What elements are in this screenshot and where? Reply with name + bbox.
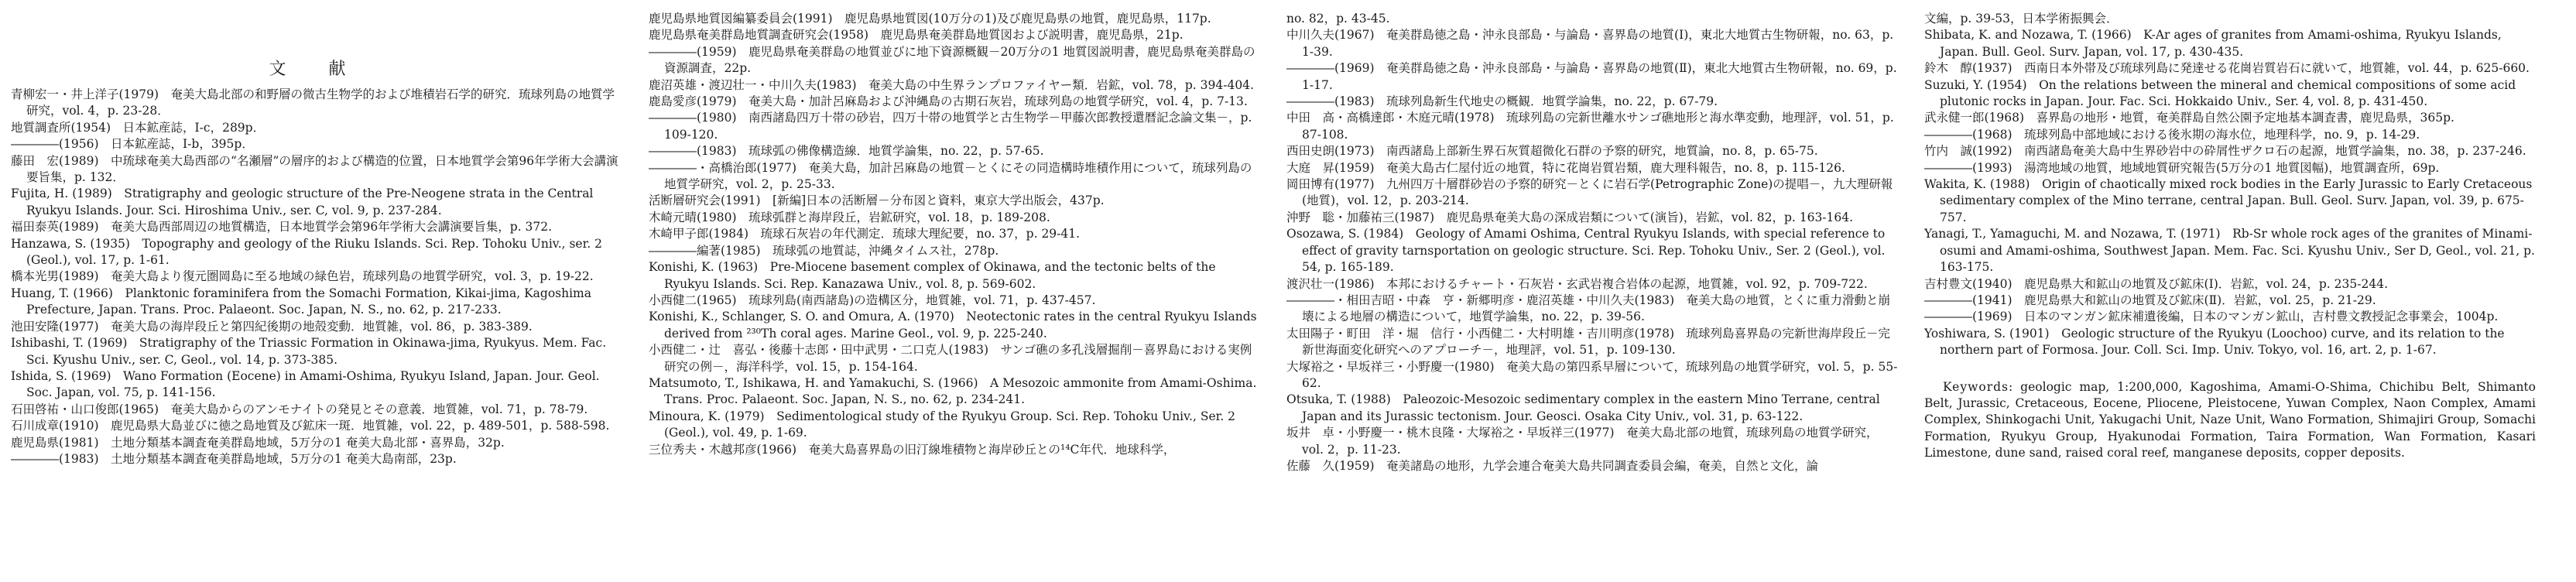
reference-entry: 岡田博有(1977) 九州四万十層群砂岩の予察的研究－とくに岩石学(Petrographic Zone)の提唱－，九大理研報(地質)，vol. 12，p. 203-214. xyxy=(1286,177,1893,208)
reference-list xyxy=(649,11,1260,458)
reference-entry: Otsuka, T. (1988) Paleozoic-Mesozoic sedimentary complex in the eastern Mino Terrane, central Japan and its Jurassic tectonism. Jour. Geosci. Osaka City Univ., vol. 31, p. 63-122. xyxy=(1286,392,1880,423)
reference-entry: Matsumoto, T., Ishikawa, H. and Yamakuchi, S. (1966) A Mesozoic ammonite from Amami-Oshima. Trans. Proc. Palaeont. Soc. Japan, N. S., no. 62, p. 234-241. xyxy=(649,375,1257,407)
reference-entry: 木崎元晴(1980) 琉球弧群と海岸段丘，岩鉱研究，vol. 18，p. 189-208. xyxy=(649,210,1050,224)
reference-entry: 石田啓祐・山口俊郎(1965) 奄美大島からのアンモナイトの発見とその意義．地質雑，vol. 71，p. 78-79. xyxy=(11,402,588,416)
reference-entry: 鹿島愛彦(1979) 奄美大島・加計呂麻島および沖縄島の古期石灰岩，琉球列島の地質学研究，vol. 4，p. 7-13. xyxy=(649,94,1248,109)
reference-entry: 文編，p. 39-53，日本学術振興会． xyxy=(1924,12,2119,26)
references-column-3 xyxy=(1286,11,1898,571)
reference-entry: Shibata, K. and Nozawa, T. (1966) K-Ar ages of granites from Amami-oshima, Ryukyu Islands, Japan. Bull. Geol. Surv. Japan, vol. 17, p. 430-435. xyxy=(1924,28,2502,59)
reference-entry: ――――・相田吉昭・中森 亨・新郷明彦・鹿沼英雄・中川久夫(1983) 奄美大島の地質，とくに重力滑動と崩壊による地層の構造について，地質学論集，no. 22，p. 39-56. xyxy=(1286,293,1891,324)
reference-entry: 地質調査所(1954) 日本鉱産誌，Ⅰ-c，289p． xyxy=(11,120,265,135)
reference-entry: 坂井 卓・小野慶一・桃木良隆・大塚裕之・早坂祥三(1977) 奄美大島北部の地質，琉球列島の地質学研究，vol. 2，p. 11-23. xyxy=(1286,426,1879,457)
references-column-1 xyxy=(11,11,622,571)
reference-entry: ――――(1980) 南西諸島四万十帯の砂岩，四万十帯の地質学と古生物学－甲藤次郎教授還暦記念論文集－，p. 109-120. xyxy=(649,111,1252,142)
reference-entry: 大塚裕之・早坂祥三・小野慶一(1980) 奄美大島の第四系早層について，琉球列島の地質学研究，vol. 5，p. 55-62. xyxy=(1286,359,1898,390)
reference-entry: Wakita, K. (1988) Origin of chaotically mixed rock bodies in the Early Jurassic to Early Cretaceous sedimentary complex of the Mino terrane, central Japan. Bull. Geol. Surv. Japan, vol. 39, p. 675-757. xyxy=(1924,177,2533,224)
reference-entry: ――――(1969) 奄美群島徳之島・沖永良部島・与論島・喜界島の地質(Ⅱ)，東北大地質古生物研報，no. 69，p. 1-17. xyxy=(1286,61,1897,92)
keywords-paragraph xyxy=(1924,379,2536,462)
reference-entry: 三位秀夫・木越邦彦(1966) 奄美大島喜界島の旧汀線堆積物と海岸砂丘との¹⁴C年代．地球科学， xyxy=(649,442,1176,457)
reference-entry: Minoura, K. (1979) Sedimentological study of the Ryukyu Group. Sci. Rep. Tohoku Univ., Ser. 2 (Geol.), vol. 49, p. 1-69. xyxy=(649,409,1236,440)
reference-entry: ――――(1983) 琉球弧の佛像構造線．地質学論集，no. 22，p. 57-65. xyxy=(649,144,1044,159)
reference-entry: 木崎甲子郎(1984) 琉球石灰岩の年代測定．琉球大理紀要，no. 37，p. 29-41. xyxy=(649,227,1081,241)
reference-entry: 石川成章(1910) 鹿児島県大島並びに徳之島地質及び鉱床一斑．地質雑，vol. 22，p. 489-501，p. 588-598. xyxy=(11,419,610,433)
reference-entry: ――――(1968) 琉球列島中部地域における後氷期の海水位，地理科学，no. 9，p. 14-29. xyxy=(1924,127,2420,142)
reference-entry: Konishi, K., Schlanger, S. O. and Omura, A. (1970) Neotectonic rates in the central Ryukyu Islands derived from ²³⁰Th coral ages. Marine Geol., vol. 9, p. 225-240. xyxy=(649,310,1257,341)
reference-entry: 小西健二(1965) 琉球列島(南西諸島)の造構区分，地質雑，vol. 71，p. 437-457. xyxy=(649,293,1096,307)
reference-entry: 太田陽子・町田 洋・堀 信行・小西健二・大村明雄・吉川明彦(1978) 琉球列島喜界島の完新世海岸段丘－完新世海面変化研究へのアプローチ－，地理評，vol. 51，p. 109-130. xyxy=(1286,326,1891,358)
reference-entry: 沖野 聡・加藤祐三(1987) 鹿児島県奄美大島の深成岩類について(演旨)，岩鉱，vol. 82，p. 163-164. xyxy=(1286,210,1854,224)
reference-entry: ――――(1959) 鹿児島県奄美群島の地質並びに地下資源概観－20万分の1 地質図説明書，鹿児島県奄美群島の資源調査，22p. xyxy=(649,44,1255,76)
reference-entry: ――――(1969) 日本のマンガン鉱床補遺後編，日本のマンガン鉱山，吉村豊文教授記念事業会，1004p. xyxy=(1924,310,2499,324)
references-column-4 xyxy=(1924,11,2536,571)
reference-list xyxy=(11,87,622,467)
reference-entry: Huang, T. (1966) Planktonic foraminifera from the Somachi Formation, Kikai-jima, Kagoshima Prefecture, Japan. Trans. Proc. Palaeont. Soc. Japan, N. S., no. 62, p. 217-233. xyxy=(11,286,591,317)
reference-entry: 鹿児島県奄美群島地質調査研究会(1958) 鹿児島県奄美群島地質図および説明書，鹿児島県，21p. xyxy=(649,28,1184,43)
reference-entry: ――――・高橋治郎(1977) 奄美大島，加計呂麻島の地質－とくにその同造構時堆積作用について，琉球列島の地質学研究，vol. 2，p. 25-33. xyxy=(649,160,1252,192)
reference-entry: ――――(1941) 鹿児島県大和鉱山の地質及び鉱床(Ⅱ)．岩鉱，vol. 25，p. 21-29. xyxy=(1924,293,2376,307)
reference-entry: 竹内 誠(1992) 南西諸島奄美大島中生界砂岩中の砕屑性ザクロ石の起源，地質学論集，no. 38，p. 237-246. xyxy=(1924,144,2526,159)
reference-entry: 藤田 宏(1989) 中琉球奄美大島西部の“名瀬層”の層序的および構造的位置，日本地質学会第96年学術大会講演要旨集，p. 132． xyxy=(11,153,618,185)
reference-entry: 福田泰英(1989) 奄美大島西部周辺の地質構造，日本地質学会第96年学術大会講演要旨集，p. 372. xyxy=(11,220,553,235)
reference-list xyxy=(1286,11,1898,474)
reference-entry: 橋本光男(1989) 奄美大島より復元圏岡島に至る地域の緑色岩，琉球列島の地質学研究，vol. 3，p. 19-22. xyxy=(11,269,594,284)
reference-entry: ――――(1983) 琉球列島新生代地史の概観．地質学論集，no. 22，p. 67-79. xyxy=(1286,94,1718,109)
reference-entry: Yanagi, T., Yamaguchi, M. and Nozawa, T. (1971) Rb-Sr whole rock ages of the granites of Minami-osumi and Amami-oshima, Southwest Japan. Mem. Fac. Sci. Kyushu Univ., Ser D, Geol., vol. 21, p. 163-175. xyxy=(1924,227,2535,275)
reference-entry: Ishida, S. (1969) Wano Formation (Eocene) in Amami-Oshima, Ryukyu Island, Japan. Jour. Geol. Soc. Japan, vol. 75, p. 141-156. xyxy=(11,368,600,400)
reference-entry: Fujita, H. (1989) Stratigraphy and geologic structure of the Pre-Neogene strata in the Central Ryukyu Islands. Jour. Sci. Hiroshima Univ., ser. C, vol. 9, p. 237-284. xyxy=(11,187,594,217)
reference-entry: 武永健一郎(1968) 喜界島の地形・地質，奄美群島自然公園予定地基本調査書，鹿児島県，365p. xyxy=(1924,111,2454,125)
reference-entry: 中川久夫(1967) 奄美群島徳之島・沖永良部島・与論島・喜界島の地質(Ⅰ)，東北大地質古生物研報，no. 63，p. 1-39. xyxy=(1286,28,1894,59)
reference-entry: 鹿沼英雄・渡辺壮一・中川久夫(1983) 奄美大島の中生界ランプロファイヤー類．岩鉱，vol. 78，p. 394-404. xyxy=(649,77,1254,92)
keywords-text: : geologic map, 1:200,000, Kagoshima, Amami-O-Shima, Chichibu Belt, Shimanto Belt, Jurassic, Cretaceous, Eocene, Pliocene, Pleistocene, Yuwan Complex, Naon Complex, Amami Complex, Shinkogachi Unit, Yakugachi Unit, Naze Unit, Wano Formation, Shimajiri Group, Somachi Formation, Ryukyu Group, Hyakunodai Formation, Taira Formation, Wan Formation, Kasari Limestone, dune sand, raised coral reef, manganese deposits, copper deposits. xyxy=(1924,379,2536,460)
reference-entry: 佐藤 久(1959) 奄美諸島の地形，九学会連合奄美大島共同調査委員会編，奄美，自然と文化，論 xyxy=(1286,458,1819,473)
reference-entry: 大庭 昇(1959) 奄美大島古仁屋付近の地質，特に花崗岩質岩類，鹿大理科報告，no. 8，p. 115-126. xyxy=(1286,160,1845,175)
reference-entry: Yoshiwara, S. (1901) Geologic structure of the Ryukyu (Loochoo) curve, and its relation to the northern part of Formosa. Jour. Coll. Sci. Imp. Univ. Tokyo, vol. 16, art. 2, p. 1-67. xyxy=(1924,326,2505,358)
reference-entry: 中田 高・高橋達郎・木庭元晴(1978) 琉球列島の完新世離水サンゴ礁地形と海水準変動，地理評，vol. 51，p. 87-108. xyxy=(1286,111,1894,142)
references-heading: 文 献 xyxy=(269,60,365,79)
reference-entry: Osozawa, S. (1984) Geology of Amami Oshima, Central Ryukyu Islands, with special reference to effect of gravity tarnsportation on geologic structure. Sci. Rep. Tohoku Univ., Ser. 2 (Geol.), vol. 54, p. 165-189. xyxy=(1286,227,1886,275)
keywords-label: Keywords xyxy=(1943,379,2009,394)
reference-entry: Suzuki, Y. (1954) On the relations between the mineral and chemical compositions of some acid plutonic rocks in Japan. Jour. Fac. Sci. Hokkaido Univ., Ser. 4, vol. 8, p. 431-450. xyxy=(1924,77,2516,109)
reference-entry: no. 82，p. 43-45. xyxy=(1286,12,1390,26)
reference-entry: 西田史朗(1973) 南西諸島上部新生界石灰質超微化石群の予察的研究，地質論，no. 8，p. 65-75. xyxy=(1286,144,1818,159)
reference-entry: Konishi, K. (1963) Pre-Miocene basement complex of Okinawa, and the tectonic belts of the Ryukyu Islands. Sci. Rep. Kanazawa Univ., vol. 8, p. 569-602. xyxy=(649,260,1216,291)
reference-entry: 鹿児島県(1981) 土地分類基本調査奄美群島地域，5万分の1 奄美大島北部・喜界島，32p. xyxy=(11,435,505,450)
reference-entry: 鹿児島県地質図編纂委員会(1991) 鹿児島県地質図(10万分の1)及び鹿児島県の地質，鹿児島県，117p. xyxy=(649,12,1211,26)
reference-list xyxy=(1924,11,2536,359)
reference-entry: Ishibashi, T. (1969) Stratigraphy of the Triassic Formation in Okinawa-jima, Ryukyus. Mem. Fac. Sci. Kyushu Univ., ser. C, Geol., vol. 14, p. 373-385. xyxy=(11,336,607,367)
reference-entry: ――――(1983) 土地分類基本調査奄美群島地域，5万分の1 奄美大島南部，23p. xyxy=(11,451,457,466)
reference-entry: Hanzawa, S. (1935) Topography and geology of the Riuku Islands. Sci. Rep. Tohoku Univ., ser. 2 (Geol.), vol. 17, p. 1-61. xyxy=(11,236,603,268)
references-column-2 xyxy=(649,11,1260,571)
reference-entry: ――――編著(1985) 琉球弧の地質誌，沖縄タイムス社，278p. xyxy=(649,243,999,258)
reference-entry: ――――(1993) 湯湾地域の地質，地域地質研究報告(5万分の1 地質図幅)，地質調査所，69p. xyxy=(1924,160,2440,175)
reference-entry: 小西健二・辻 喜弘・後藤十志郎・田中武男・二口克人(1983) サンゴ礁の多孔浅層掘削－喜界島における実例研究の例－，海洋科学，vol. 15，p. 154-164. xyxy=(649,343,1252,374)
reference-entry: 吉村豊文(1940) 鹿児島県大和鉱山の地質及び鉱床(Ⅰ)．岩鉱，vol. 24，p. 235-244. xyxy=(1924,276,2388,291)
reference-entry: 活断層研究会(1991) [新編]日本の活断層－分布図と資料，東京大学出版会，437p. xyxy=(649,193,1105,208)
reference-entry: 青柳宏一・井上洋子(1979) 奄美大島北部の和野層の微古生物学的および堆積岩石学的研究．琉球列島の地質学研究，vol. 4，p. 23-28． xyxy=(11,87,615,118)
reference-entry: 渡沢壮一(1986) 本邦におけるチャート・石灰岩・玄武岩複合岩体の起源，地質雑，vol. 92，p. 709-722. xyxy=(1286,276,1868,291)
reference-entry: 池田安隆(1977) 奄美大島の海岸段丘と第四紀後期の地殻変動．地質雑，vol. 86，p. 383-389. xyxy=(11,319,533,334)
reference-entry: ――――(1956) 日本鉱産誌，Ⅰ-b，395p． xyxy=(11,137,254,152)
reference-entry: 鈴木 醇(1937) 西南日本外帯及び琉球列島に発達せる花崗岩質岩石に就いて，地質雑，vol. 44，p. 625-660. xyxy=(1924,61,2530,76)
